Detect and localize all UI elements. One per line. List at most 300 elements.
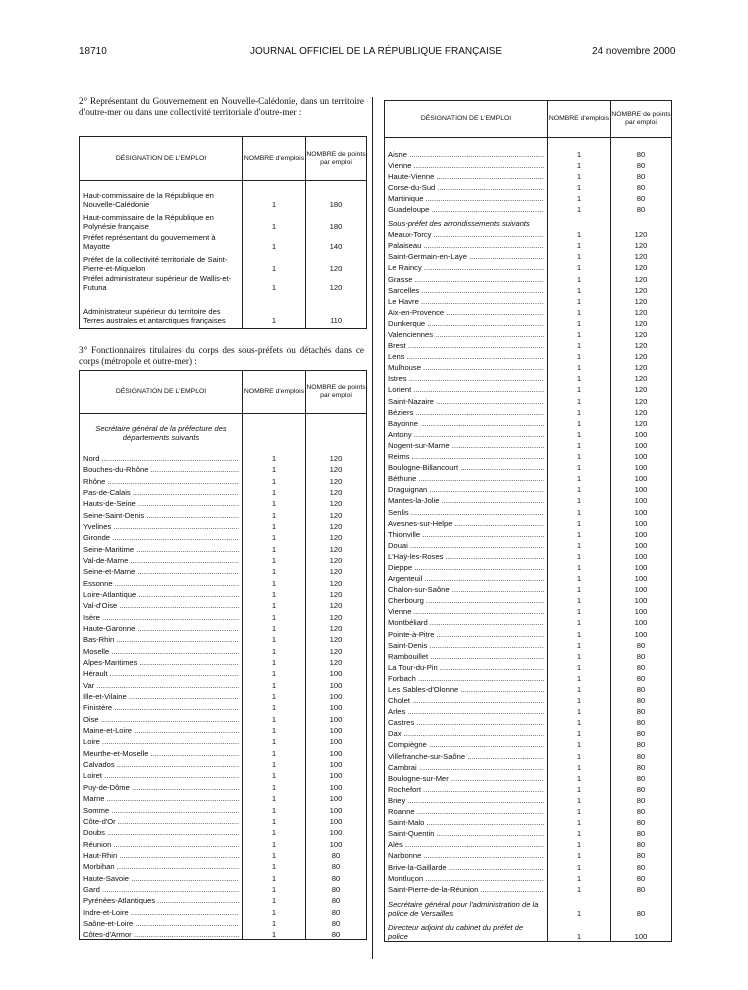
row-points: 100 xyxy=(611,428,672,439)
row-designation: Nord ..... xyxy=(80,452,243,463)
row-points: 100 xyxy=(306,712,367,723)
row-points: 120 xyxy=(611,272,672,283)
row-designation: Béziers ..... xyxy=(385,406,548,417)
row-count: 1 xyxy=(548,783,611,794)
page-number: 18710 xyxy=(79,46,107,57)
row-points: 120 xyxy=(306,644,367,655)
row-points: 80 xyxy=(306,883,367,894)
table-row xyxy=(385,749,672,760)
table-row xyxy=(385,594,672,605)
row-designation: Haut-commissaire de la République en Nouvelle-Calédonie xyxy=(80,187,243,209)
table-row xyxy=(385,772,672,783)
row-designation: Antony ..... xyxy=(385,428,548,439)
row-points: 120 xyxy=(306,474,367,485)
row-designation: Puy-de-Dôme ..... xyxy=(80,780,243,791)
section-row xyxy=(385,214,672,228)
row-points: 80 xyxy=(611,727,672,738)
row-points: 80 xyxy=(611,872,672,883)
row-designation: Istres ..... xyxy=(385,372,548,383)
row-points: 120 xyxy=(611,261,672,272)
row-count: 1 xyxy=(243,599,306,610)
table-row xyxy=(80,644,367,655)
row-count: 1 xyxy=(243,792,306,803)
row-points: 100 xyxy=(611,450,672,461)
row-designation: Saint-Denis ..... xyxy=(385,639,548,650)
row-count: 1 xyxy=(548,159,611,170)
table-row xyxy=(385,716,672,727)
row-count: 1 xyxy=(243,803,306,814)
row-points: 100 xyxy=(306,667,367,678)
row-designation: Corse-du-Sud ..... xyxy=(385,181,548,192)
row-count: 1 xyxy=(548,794,611,805)
row-points: 120 xyxy=(611,250,672,261)
row-designation: Alès ..... xyxy=(385,838,548,849)
table-row xyxy=(385,561,672,572)
table-row xyxy=(385,428,672,439)
table-row xyxy=(385,583,672,594)
table-row xyxy=(80,871,367,882)
table-row xyxy=(385,317,672,328)
row-points: 100 xyxy=(611,583,672,594)
table-row xyxy=(385,417,672,428)
row-designation: Indre-et-Loire ..... xyxy=(80,905,243,916)
row-designation: Seine-Maritime ..... xyxy=(80,542,243,553)
row-designation: Narbonne ..... xyxy=(385,849,548,860)
row-designation: Valenciennes ..... xyxy=(385,328,548,339)
row-points: 100 xyxy=(306,758,367,769)
row-designation: Palaiseau ..... xyxy=(385,239,548,250)
row-points: 80 xyxy=(611,827,672,838)
table-row xyxy=(80,815,367,826)
table-row xyxy=(385,148,672,159)
row-points: 140 xyxy=(306,231,367,251)
row-designation: Brive-la-Gaillarde ..... xyxy=(385,860,548,871)
row-count: 1 xyxy=(243,690,306,701)
row-count: 1 xyxy=(548,261,611,272)
table-row xyxy=(80,486,367,497)
col-header-points: NOMBRE de points par emploi xyxy=(611,101,672,138)
row-count: 1 xyxy=(243,735,306,746)
table-row xyxy=(385,849,672,860)
table-sous-prefets-2 xyxy=(384,100,672,942)
row-designation: Bouches-du-Rhône ..... xyxy=(80,463,243,474)
table-row xyxy=(385,170,672,181)
row-count: 1 xyxy=(243,588,306,599)
table-row xyxy=(80,463,367,474)
row-count: 1 xyxy=(243,656,306,667)
row-designation: Guadeloupe ..... xyxy=(385,203,548,214)
row-designation: Lens ..... xyxy=(385,350,548,361)
row-designation: Calvados ..... xyxy=(80,758,243,769)
row-designation: Alpes-Maritimes ..... xyxy=(80,656,243,667)
row-count: 1 xyxy=(243,554,306,565)
row-designation: Dunkerque ..... xyxy=(385,317,548,328)
row-designation: Var ..... xyxy=(80,678,243,689)
table-row xyxy=(385,883,672,894)
table-row xyxy=(80,690,367,701)
row-designation: Lorient ..... xyxy=(385,383,548,394)
row-designation: Martinique ..... xyxy=(385,192,548,203)
row-designation: Côte-d'Or ..... xyxy=(80,815,243,826)
table-row xyxy=(80,701,367,712)
row-count: 1 xyxy=(548,394,611,405)
col-header-nombre: NOMBRE d'emplois xyxy=(548,101,611,138)
row-count: 1 xyxy=(243,917,306,928)
row-count: 1 xyxy=(243,565,306,576)
row-designation: Aisne ..... xyxy=(385,148,548,159)
row-points: 100 xyxy=(611,572,672,583)
row-count: 1 xyxy=(548,517,611,528)
row-points: 120 xyxy=(306,599,367,610)
row-points: 100 xyxy=(611,528,672,539)
table-row xyxy=(385,694,672,705)
row-designation: Yvelines ..... xyxy=(80,520,243,531)
table-row xyxy=(385,406,672,417)
row-points: 120 xyxy=(306,497,367,508)
row-designation: Essonne ..... xyxy=(80,576,243,587)
row-count: 1 xyxy=(548,561,611,572)
row-designation: Arles ..... xyxy=(385,705,548,716)
row-points: 80 xyxy=(611,761,672,772)
row-designation: Mulhouse ..... xyxy=(385,361,548,372)
section-heading: Sous-préfet des arrondissements suivants xyxy=(385,214,548,228)
row-count: 1 xyxy=(243,758,306,769)
table-row xyxy=(385,572,672,583)
table-row xyxy=(385,439,672,450)
table-row xyxy=(385,483,672,494)
row-designation: Somme ..... xyxy=(80,803,243,814)
table-row xyxy=(80,803,367,814)
row-designation: Préfet de la collectivité territoriale de Saint-Pierre-et-Miquelon xyxy=(80,251,243,273)
row-count: 1 xyxy=(548,339,611,350)
table-row xyxy=(80,209,367,231)
row-points: 80 xyxy=(611,203,672,214)
row-points: 80 xyxy=(611,883,672,894)
row-count: 1 xyxy=(548,192,611,203)
table-row xyxy=(385,539,672,550)
table-row xyxy=(80,452,367,463)
row-designation: Rambouillet ..... xyxy=(385,650,548,661)
row-count: 1 xyxy=(243,712,306,723)
row-points: 80 xyxy=(611,170,672,181)
row-points: 120 xyxy=(306,463,367,474)
col-header-points: NOMBRE de points par emploi xyxy=(306,371,367,414)
row-designation: Gironde ..... xyxy=(80,531,243,542)
table-row xyxy=(80,576,367,587)
row-points: 100 xyxy=(306,826,367,837)
table-row xyxy=(80,667,367,678)
row-designation: Réunion ..... xyxy=(80,837,243,848)
row-designation: Maine-et-Loire ..... xyxy=(80,724,243,735)
table-row xyxy=(80,633,367,644)
table-row xyxy=(80,678,367,689)
row-count: 1 xyxy=(548,372,611,383)
row-count: 1 xyxy=(548,918,611,942)
row-designation: La Tour-du-Pin ..... xyxy=(385,661,548,672)
row-count: 1 xyxy=(548,148,611,159)
row-designation: Haute-Vienne ..... xyxy=(385,170,548,181)
row-designation: Secrétaire général pour l'administration de la police de Versailles xyxy=(385,894,548,918)
row-points: 120 xyxy=(611,306,672,317)
row-points: 80 xyxy=(611,794,672,805)
row-points: 120 xyxy=(611,361,672,372)
row-count: 1 xyxy=(548,894,611,918)
row-points: 80 xyxy=(611,181,672,192)
row-count: 1 xyxy=(243,231,306,251)
row-designation: Argenteuil ..... xyxy=(385,572,548,583)
row-designation: Val-de-Marne ..... xyxy=(80,554,243,565)
row-points: 120 xyxy=(306,531,367,542)
table-row xyxy=(385,860,672,871)
row-designation: Les Sables-d'Olonne ..... xyxy=(385,683,548,694)
row-points: 80 xyxy=(611,772,672,783)
row-designation: Pointe-à-Pitre ..... xyxy=(385,627,548,638)
row-count: 1 xyxy=(548,483,611,494)
table-row xyxy=(385,328,672,339)
row-count: 1 xyxy=(548,572,611,583)
row-points: 100 xyxy=(611,627,672,638)
table-row xyxy=(385,350,672,361)
row-points: 80 xyxy=(306,849,367,860)
table-row xyxy=(80,474,367,485)
col-header-designation: DÉSIGNATION DE L'EMPLOI xyxy=(80,371,243,414)
row-count: 1 xyxy=(243,486,306,497)
row-count: 1 xyxy=(548,539,611,550)
row-count: 1 xyxy=(548,694,611,705)
row-count: 1 xyxy=(243,576,306,587)
row-points: 120 xyxy=(306,576,367,587)
row-points: 80 xyxy=(611,661,672,672)
row-designation: Meurthe-et-Moselle ..... xyxy=(80,746,243,757)
row-designation: Cholet ..... xyxy=(385,694,548,705)
row-count: 1 xyxy=(548,428,611,439)
table-row xyxy=(80,905,367,916)
row-points: 120 xyxy=(611,239,672,250)
row-points: 80 xyxy=(611,783,672,794)
row-points: 120 xyxy=(611,372,672,383)
section-heading: Secrétaire général de la préfecture des départements suivants xyxy=(80,414,243,452)
row-points: 100 xyxy=(306,735,367,746)
table-sous-prefets-1 xyxy=(79,370,367,940)
row-designation: Douai ..... xyxy=(385,539,548,550)
table-row xyxy=(385,816,672,827)
table-row xyxy=(385,872,672,883)
row-count: 1 xyxy=(548,228,611,239)
row-designation: Nogent-sur-Marne ..... xyxy=(385,439,548,450)
row-count: 1 xyxy=(243,701,306,712)
row-designation: Cambrai ..... xyxy=(385,761,548,772)
table-row xyxy=(385,159,672,170)
row-points: 80 xyxy=(611,805,672,816)
row-count: 1 xyxy=(548,616,611,627)
row-points: 180 xyxy=(306,209,367,231)
row-designation: Le Raincy ..... xyxy=(385,261,548,272)
table-row xyxy=(385,250,672,261)
row-designation: Sarcelles ..... xyxy=(385,284,548,295)
table-row xyxy=(80,610,367,621)
row-count: 1 xyxy=(548,461,611,472)
row-count: 1 xyxy=(243,542,306,553)
row-count: 1 xyxy=(243,463,306,474)
row-count: 1 xyxy=(243,815,306,826)
row-count: 1 xyxy=(548,805,611,816)
row-points: 80 xyxy=(611,694,672,705)
row-points: 120 xyxy=(611,383,672,394)
row-designation: Préfet administrateur supérieur de Wallis-et-Futuna xyxy=(80,273,243,292)
table-row xyxy=(385,639,672,650)
row-count: 1 xyxy=(548,716,611,727)
row-designation: Béthune ..... xyxy=(385,472,548,483)
row-count: 1 xyxy=(548,450,611,461)
row-points: 80 xyxy=(611,838,672,849)
row-points: 100 xyxy=(306,701,367,712)
table-row xyxy=(385,394,672,405)
row-count: 1 xyxy=(548,472,611,483)
row-points: 100 xyxy=(611,505,672,516)
row-designation: Loire-Atlantique ..... xyxy=(80,588,243,599)
table-row xyxy=(385,794,672,805)
table-row xyxy=(385,272,672,283)
row-points: 80 xyxy=(611,192,672,203)
row-points: 100 xyxy=(306,769,367,780)
table-row xyxy=(385,461,672,472)
col-header-nombre: NOMBRE d'emplois xyxy=(243,137,306,181)
table-row xyxy=(80,292,367,325)
row-points: 80 xyxy=(611,738,672,749)
row-count: 1 xyxy=(243,187,306,209)
row-count: 1 xyxy=(243,860,306,871)
row-points: 100 xyxy=(306,815,367,826)
col-header-designation: DÉSIGNATION DE L'EMPLOI xyxy=(385,101,548,138)
row-designation: Hérault ..... xyxy=(80,667,243,678)
row-count: 1 xyxy=(243,837,306,848)
table-row xyxy=(385,284,672,295)
row-count: 1 xyxy=(243,292,306,325)
row-points: 120 xyxy=(611,317,672,328)
row-points: 100 xyxy=(611,550,672,561)
table-row xyxy=(80,554,367,565)
row-points: 100 xyxy=(611,539,672,550)
row-count: 1 xyxy=(548,816,611,827)
row-count: 1 xyxy=(548,583,611,594)
row-count: 1 xyxy=(243,871,306,882)
row-count: 1 xyxy=(548,650,611,661)
row-count: 1 xyxy=(548,672,611,683)
row-count: 1 xyxy=(548,295,611,306)
row-designation: Rhône ..... xyxy=(80,474,243,485)
row-count: 1 xyxy=(243,531,306,542)
row-count: 1 xyxy=(548,860,611,871)
col-header-points: NOMBRE de points par emploi xyxy=(306,137,367,181)
row-designation: Reims ..... xyxy=(385,450,548,461)
row-points: 120 xyxy=(306,486,367,497)
row-designation: Montluçon ..... xyxy=(385,872,548,883)
row-count: 1 xyxy=(548,661,611,672)
row-count: 1 xyxy=(548,306,611,317)
table-row xyxy=(80,826,367,837)
table-row xyxy=(80,894,367,905)
table-row xyxy=(385,361,672,372)
row-count: 1 xyxy=(548,181,611,192)
row-designation: Avesnes-sur-Helpe ..... xyxy=(385,517,548,528)
row-count: 1 xyxy=(548,417,611,428)
row-count: 1 xyxy=(548,550,611,561)
table-row xyxy=(385,783,672,794)
row-count: 1 xyxy=(548,350,611,361)
row-count: 1 xyxy=(548,738,611,749)
intro-paragraph-2: 2° Représentant du Gouvernement en Nouvelle-Calédonie, dans un territoire d'outre-mer ou dans une collectivité territoriale d'outre-mer : xyxy=(79,96,364,117)
row-points: 100 xyxy=(611,605,672,616)
row-designation: Cherbourg ..... xyxy=(385,594,548,605)
row-points: 120 xyxy=(306,452,367,463)
row-count: 1 xyxy=(548,749,611,760)
row-count: 1 xyxy=(243,520,306,531)
issue-date: 24 novembre 2000 xyxy=(592,46,676,57)
row-designation: Loire ..... xyxy=(80,735,243,746)
row-count: 1 xyxy=(243,905,306,916)
row-designation: Morbihan ..... xyxy=(80,860,243,871)
table-row xyxy=(80,273,367,292)
table-row xyxy=(385,838,672,849)
table-row xyxy=(80,769,367,780)
table-row xyxy=(385,181,672,192)
row-count: 1 xyxy=(243,474,306,485)
table-row xyxy=(385,805,672,816)
row-count: 1 xyxy=(548,203,611,214)
row-count: 1 xyxy=(243,452,306,463)
row-designation: Montbéliard ..... xyxy=(385,616,548,627)
row-points: 80 xyxy=(611,159,672,170)
row-designation: Thionville ..... xyxy=(385,528,548,539)
row-designation: Saint-Quentin ..... xyxy=(385,827,548,838)
table-row xyxy=(385,650,672,661)
row-designation: Ille-et-Vilaine ..... xyxy=(80,690,243,701)
row-designation: Loiret ..... xyxy=(80,769,243,780)
row-count: 1 xyxy=(548,849,611,860)
row-count: 1 xyxy=(243,849,306,860)
row-count: 1 xyxy=(243,251,306,273)
table-row xyxy=(80,724,367,735)
table-row xyxy=(385,505,672,516)
row-count: 1 xyxy=(548,383,611,394)
row-designation: Vienne ..... xyxy=(385,605,548,616)
row-points: 100 xyxy=(306,724,367,735)
table-row xyxy=(385,661,672,672)
table-row xyxy=(385,627,672,638)
row-points: 100 xyxy=(611,472,672,483)
col-header-nombre: NOMBRE d'emplois xyxy=(243,371,306,414)
row-count: 1 xyxy=(548,284,611,295)
row-points: 80 xyxy=(611,639,672,650)
row-count: 1 xyxy=(548,727,611,738)
row-points: 80 xyxy=(611,816,672,827)
row-count: 1 xyxy=(548,439,611,450)
table-row xyxy=(80,520,367,531)
row-designation: Marne ..... xyxy=(80,792,243,803)
row-designation: Pas-de-Calais ..... xyxy=(80,486,243,497)
table-row xyxy=(80,542,367,553)
row-points: 80 xyxy=(306,928,367,939)
row-designation: Rochefort ..... xyxy=(385,783,548,794)
row-count: 1 xyxy=(548,883,611,894)
row-designation: Saint-Malo ..... xyxy=(385,816,548,827)
row-designation: Boulogne-Billancourt ..... xyxy=(385,461,548,472)
table-row xyxy=(80,622,367,633)
row-points: 80 xyxy=(611,705,672,716)
row-count: 1 xyxy=(548,683,611,694)
row-designation: Finistère ..... xyxy=(80,701,243,712)
row-points: 100 xyxy=(611,517,672,528)
